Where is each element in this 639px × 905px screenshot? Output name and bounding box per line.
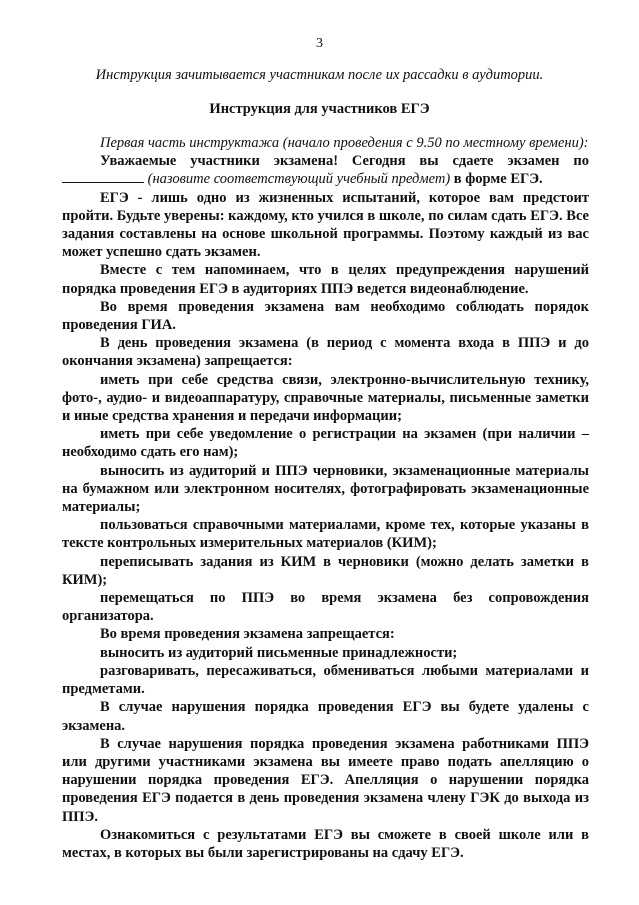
page-title: Инструкция для участников ЕГЭ	[209, 101, 430, 117]
intro-note: Инструкция зачитывается участникам после их рассадки в аудитории.	[95, 67, 544, 83]
paragraph: Во время проведения экзамена вам необходимо соблюдать порядок проведения ГИА.	[62, 298, 589, 334]
paragraph: В случае нарушения порядка проведения ЕГЭ вы будете удалены с экзамена.	[62, 699, 589, 734]
greeting-text-end: в форме ЕГЭ.	[453, 171, 543, 188]
paragraph: В день проведения экзамена (в период с момента входа в ППЭ и до окончания экзамена) запрещается:	[62, 335, 589, 370]
paragraph: ЕГЭ - лишь одно из жизненных испытаний, которое вам предстоит пройти. Будьте уверены: каждому, кто учился в школе, по силам сдать ЕГЭ. Все задания составлены на основе школьной программы. Поэтому каждый из вас может успешно сдать экзамен.	[62, 189, 589, 261]
document-body	[62, 134, 589, 862]
greeting-paragraph	[62, 152, 589, 188]
greeting-text: Уважаемые участники экзамена! Сегодня вы сдаете экзамен по	[100, 153, 589, 170]
rule-item: перемещаться по ППЭ во время экзамена без сопровождения организатора.	[62, 590, 589, 625]
rule-item: переписывать задания из КИМ в черновики (можно делать заметки в КИМ);	[62, 553, 589, 588]
subject-blank	[62, 170, 144, 183]
paragraph: Вместе с тем напоминаем, что в целях предупреждения нарушений порядка проведения ЕГЭ в аудиториях ППЭ ведется видеонаблюдение.	[62, 262, 589, 297]
rule-item: разговаривать, пересаживаться, обмениваться любыми материалами и предметами.	[62, 662, 589, 698]
part-one-note: Первая часть инструктажа (начало проведения с 9.50 по местному времени):	[100, 135, 589, 151]
rule-item: иметь при себе средства связи, электронно-вычислительную технику, фото-, аудио- и видеоаппаратуру, справочные материалы, письменные заметки и иные средства хранения и передачи информации;	[62, 371, 589, 425]
rule-item: пользоваться справочными материалами, кроме тех, которые указаны в тексте контрольных измерительных материалов (КИМ);	[62, 517, 589, 552]
rule-item: иметь при себе уведомление о регистрации на экзамен (при наличии – необходимо сдать его нам);	[62, 426, 589, 461]
rule-item: выносить из аудиторий письменные принадлежности;	[100, 644, 458, 661]
paragraph: Ознакомиться с результатами ЕГЭ вы сможете в своей школе или в местах, в которых вы были зарегистрированы на сдачу ЕГЭ.	[62, 826, 589, 861]
paragraph: Во время проведения экзамена запрещается:	[100, 626, 395, 643]
paragraph: В случае нарушения порядка проведения экзамена работниками ППЭ или другими участниками экзамена вы имеете право подать апелляцию о нарушении порядка проведения ЕГЭ. Апелляция о нарушении порядка проведения ЕГЭ подается в день проведения экзамена члену ГЭК до выхода из ППЭ.	[62, 735, 589, 825]
page-number: 3	[316, 36, 323, 51]
subject-hint: (назовите соответствующий учебный предмет)	[147, 171, 451, 188]
rule-item: выносить из аудиторий и ППЭ черновики, экзаменационные материалы на бумажном или электронном носителях, фотографировать экзаменационные материалы;	[62, 462, 589, 516]
